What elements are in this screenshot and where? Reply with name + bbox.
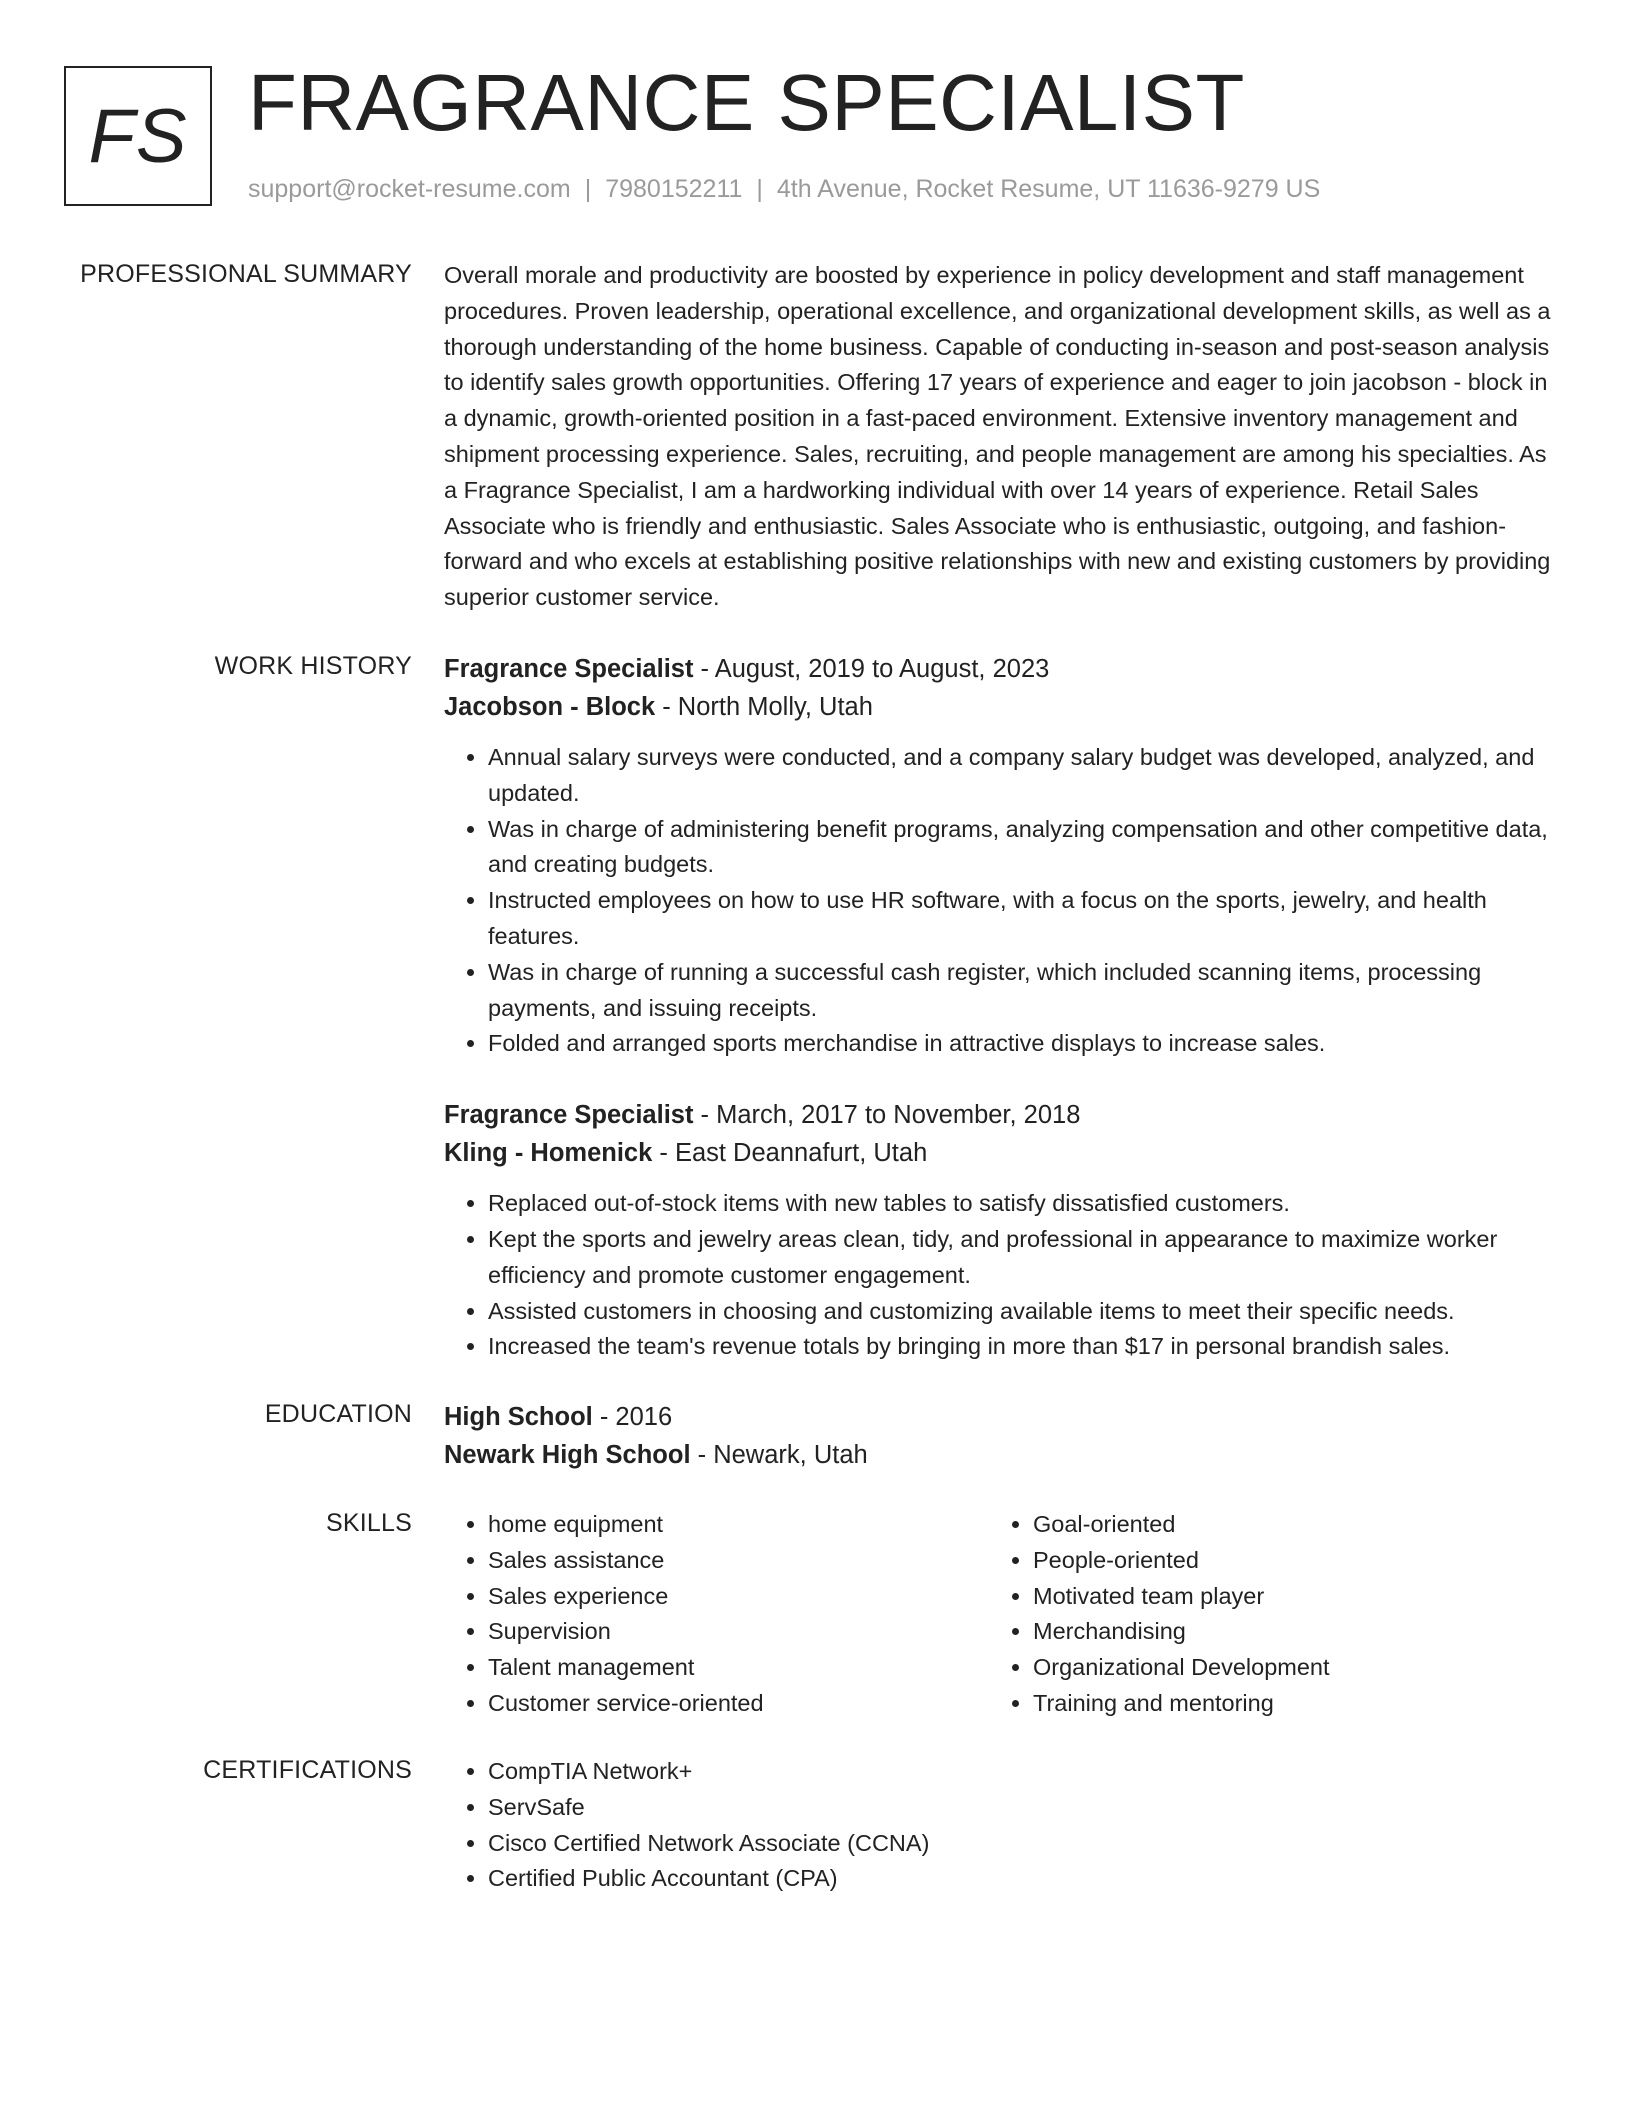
skill-item: • Talent management xyxy=(488,1650,989,1686)
section-heading-work-history: WORK HISTORY xyxy=(214,652,412,680)
education-degree: High School xyxy=(444,1403,593,1431)
skill-item: • Organizational Development xyxy=(1033,1650,1534,1686)
skill-item: • Goal-oriented xyxy=(1033,1507,1534,1543)
job-company-line xyxy=(444,688,1559,726)
certification-item: • Certified Public Accountant (CPA) xyxy=(488,1861,1559,1897)
contact-phone: 7980152211 xyxy=(605,175,743,203)
education-body xyxy=(444,1398,1559,1474)
summary-body xyxy=(444,258,1559,616)
education-school-line xyxy=(444,1436,1559,1474)
monogram-box xyxy=(64,66,212,206)
certification-item: • ServSafe xyxy=(488,1790,1559,1826)
section-heading-skills: SKILLS xyxy=(326,1509,412,1537)
job-duty: • Kept the sports and jewelry areas clean, tidy, and professional in appearance to maximize worker efficiency and promote customer engagement. xyxy=(488,1222,1559,1294)
candidate-name: FRAGRANCE SPECIALIST xyxy=(248,58,1245,147)
certifications-list xyxy=(444,1754,1559,1897)
job-duty: • Replaced out-of-stock items with new tables to satisfy dissatisfied customers. xyxy=(488,1186,1559,1222)
job-title-line xyxy=(444,650,1559,688)
skill-item: • Sales assistance xyxy=(488,1543,989,1579)
job-company: Kling - Homenick xyxy=(444,1139,653,1168)
job-duty: • Folded and arranged sports merchandise in attractive displays to increase sales. xyxy=(488,1026,1559,1062)
skill-item: • People-oriented xyxy=(1033,1543,1534,1579)
job-location: - North Molly, Utah xyxy=(655,693,873,721)
monogram-initials: FS xyxy=(88,93,188,179)
certifications-body xyxy=(444,1754,1559,1897)
job-duties-list xyxy=(444,1186,1559,1365)
job-duty: • Instructed employees on how to use HR software, with a focus on the sports, jewelry, and health features. xyxy=(488,883,1559,955)
job-dates: - March, 2017 to November, 2018 xyxy=(693,1101,1081,1130)
skill-item: • Sales experience xyxy=(488,1579,989,1615)
contact-email: support@rocket-resume.com xyxy=(248,175,571,203)
skills-column-left xyxy=(444,1507,989,1722)
job-duty: • Was in charge of running a successful cash register, which included scanning items, processing payments, and issuing receipts. xyxy=(488,955,1559,1027)
education-year: - 2016 xyxy=(592,1403,673,1431)
contact-address: 4th Avenue, Rocket Resume, UT 11636-9279 US xyxy=(776,175,1321,203)
job-duty: • Assisted customers in choosing and customizing available items to meet their specific needs. xyxy=(488,1294,1559,1330)
job-duty: • Was in charge of administering benefit programs, analyzing compensation and other competitive data, and creating budgets. xyxy=(488,812,1559,884)
job-location: - East Deannafurt, Utah xyxy=(652,1139,928,1168)
skills-list xyxy=(989,1507,1534,1722)
summary-text: Overall morale and productivity are boosted by experience in policy development and staff management procedures. Proven leadership, operational excellence, and organizational development skills, as well as a thorough understanding of the home business. Capable of conducting in-season and post-season analysis to identify sales growth opportunities. Offering 17 years of experience and eager to join jacobson - block in a dynamic, growth-oriented position in a fast-paced environment. Extensive inventory management and shipment processing experience. Sales, recruiting, and people management are among his specialties. As a Fragrance Specialist, I am a hardworking individual with over 14 years of experience. Retail Sales Associate who is friendly and enthusiastic. Sales Associate who is enthusiastic, outgoing, and fashion-forward and who excels at establishing positive relationships with new and existing customers by providing superior customer service. xyxy=(444,262,1551,611)
job-duty: • Increased the team's revenue totals by bringing in more than $17 in personal brandish sales. xyxy=(488,1329,1559,1365)
certification-item: • Cisco Certified Network Associate (CCNA) xyxy=(488,1826,1559,1862)
skill-item: • Customer service-oriented xyxy=(488,1686,989,1722)
job-company-line xyxy=(444,1134,1559,1172)
contact-separator: | xyxy=(756,175,763,203)
job-entry xyxy=(444,1096,1559,1365)
education-location: - Newark, Utah xyxy=(690,1441,868,1469)
skill-item: • Training and mentoring xyxy=(1033,1686,1534,1722)
work-history-body xyxy=(444,650,1559,1365)
skill-item: • home equipment xyxy=(488,1507,989,1543)
job-entry xyxy=(444,650,1559,1062)
education-degree-line xyxy=(444,1398,1559,1436)
job-company: Jacobson - Block xyxy=(444,693,656,721)
skills-list xyxy=(444,1507,989,1722)
job-title: Fragrance Specialist xyxy=(444,1101,694,1130)
section-heading-certifications: CERTIFICATIONS xyxy=(203,1756,412,1784)
job-duties-list xyxy=(444,740,1559,1062)
job-duty: • Annual salary surveys were conducted, and a company salary budget was developed, analyzed, and updated. xyxy=(488,740,1559,812)
section-heading-education: EDUCATION xyxy=(264,1400,412,1428)
skills-body xyxy=(444,1507,1559,1722)
education-school: Newark High School xyxy=(444,1441,691,1469)
skill-item: • Supervision xyxy=(488,1614,989,1650)
job-title-line xyxy=(444,1096,1559,1134)
job-dates: - August, 2019 to August, 2023 xyxy=(693,655,1050,683)
job-title: Fragrance Specialist xyxy=(444,655,694,683)
skill-item: • Motivated team player xyxy=(1033,1579,1534,1615)
section-heading-summary: PROFESSIONAL SUMMARY xyxy=(80,260,412,288)
skill-item: • Merchandising xyxy=(1033,1614,1534,1650)
contact-line xyxy=(248,172,1320,206)
certification-item: • CompTIA Network+ xyxy=(488,1754,1559,1790)
skills-column-right xyxy=(989,1507,1534,1722)
contact-separator: | xyxy=(584,175,592,203)
